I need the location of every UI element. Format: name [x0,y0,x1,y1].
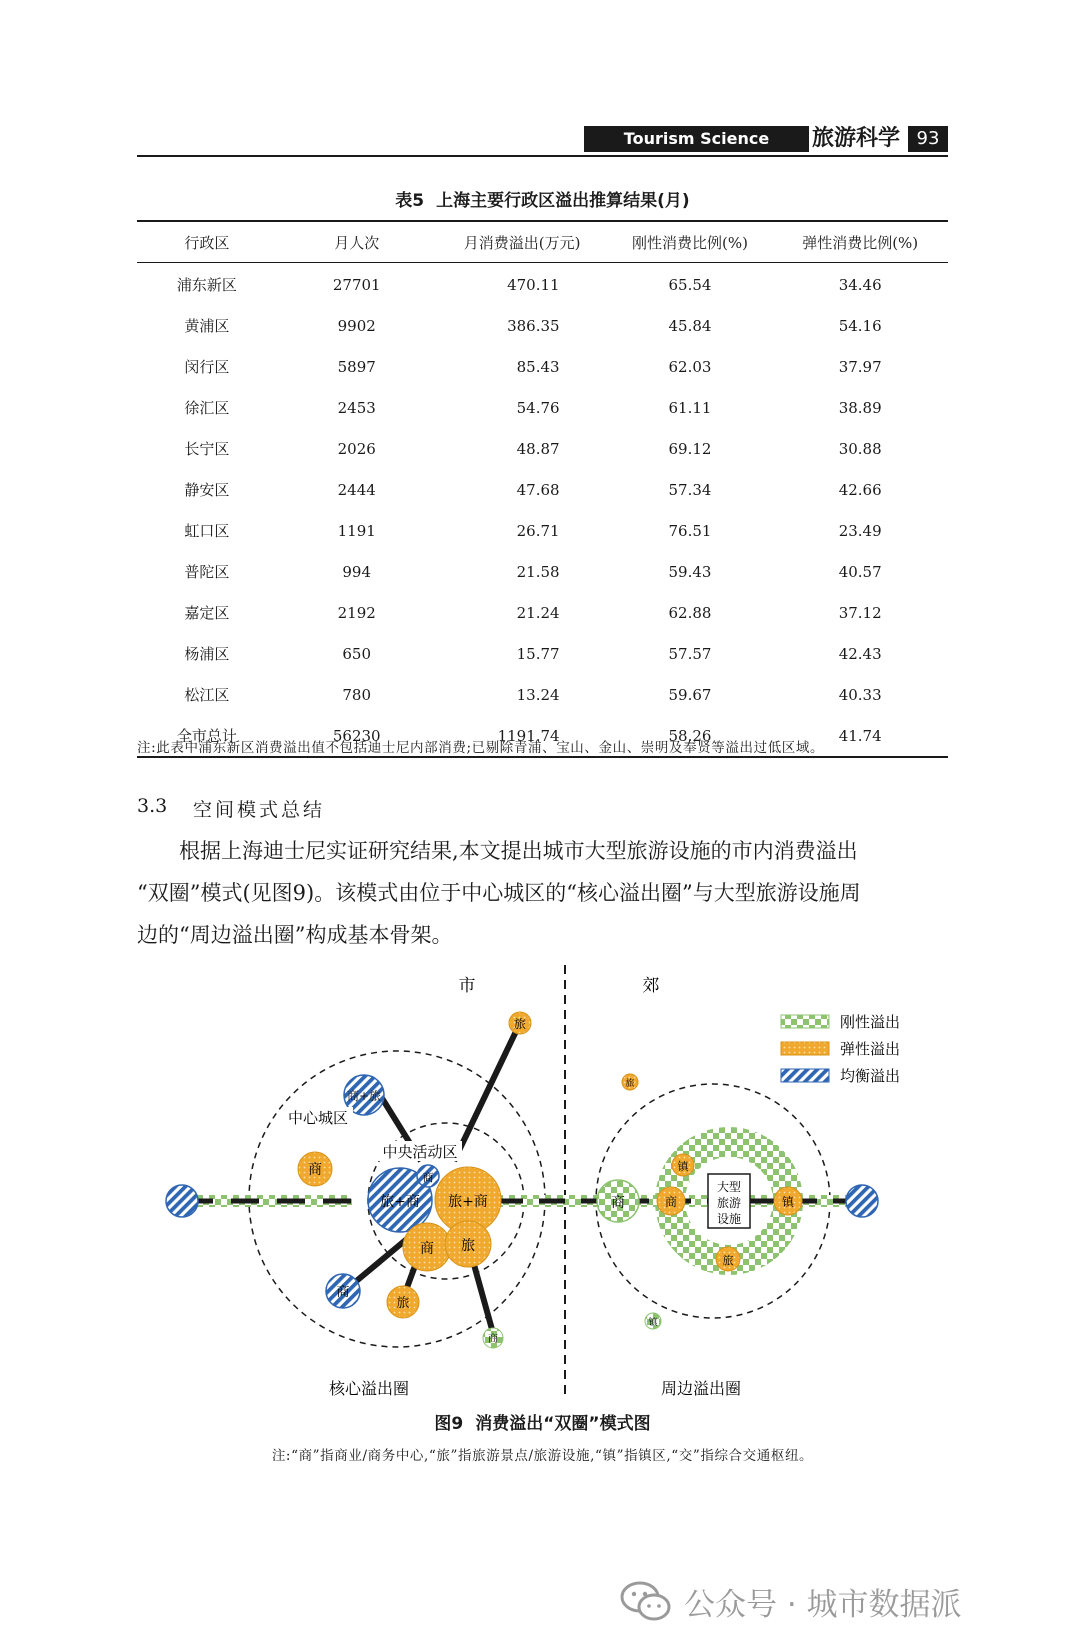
value-cell: 23.49 [838,521,882,540]
value-cell: 2192 [337,603,376,622]
value-cell: 34.46 [838,275,882,294]
label-suburb: 郊 [642,976,660,996]
table-row [137,428,948,469]
watermark-text: 公众号 · 城市数据派 [684,1586,962,1623]
paragraph-line: 边的“周边溢出圈”构成基本骨架。 [137,923,453,947]
table-row [137,305,948,346]
value-cell: 48.87 [516,439,560,458]
link-southeast [473,1261,493,1333]
label-central-city: 中心城区 [287,1109,349,1127]
section-title: 空间模式总结 [193,799,326,821]
table-header-row [137,221,948,263]
node-label: 商 [664,1195,678,1209]
district-cell: 普陀区 [184,563,230,581]
facility-label: 旅游 [716,1196,742,1210]
value-cell: 21.24 [516,603,560,622]
value-cell: 386.35 [507,316,560,335]
label-peripheral-ring: 周边溢出圈 [660,1379,742,1398]
district-cell: 嘉定区 [184,604,230,622]
value-cell: 27701 [332,275,381,294]
node-label: 旅 [513,1017,527,1031]
value-cell: 57.34 [668,480,712,499]
node-label: 商 [488,1334,498,1345]
paragraph-line: 根据上海迪士尼实证研究结果,本文提出城市大型旅游设施的市内消费溢出 [179,839,858,863]
district-cell: 全市总计 [176,727,237,745]
value-cell: 54.16 [838,316,882,335]
page-number: 93 [916,128,940,149]
table-row [137,469,948,510]
value-cell: 76.51 [668,521,712,540]
figure-note: 注:“商”指商业/商务中心,“旅”指旅游景点/旅游设施,“镇”指镇区,“交”指综合交通枢纽。 [271,1448,814,1464]
district-cell: 虹口区 [184,522,230,540]
value-cell: 59.67 [668,685,712,704]
label-cbd: 中央活动区 [382,1143,458,1161]
col-header: 月消费溢出(万元) [463,233,581,252]
table-row [137,263,948,306]
legend-swatch-balanced [781,1069,829,1082]
node-label: 旅 [722,1254,734,1267]
table-row [137,510,948,551]
node-label: 商 [422,1171,434,1184]
value-cell: 42.43 [838,644,882,663]
value-cell: 58.26 [668,726,712,745]
value-cell: 38.89 [838,398,882,417]
table-body [137,263,948,758]
table-row [137,674,948,715]
node-label: 旅 [461,1238,475,1254]
node-label: 旅+商 [448,1194,488,1210]
value-cell: 2026 [337,439,376,458]
node-label: 旅 [625,1079,635,1089]
legend [781,1013,900,1085]
col-header: 刚性消费比例(%) [632,233,748,252]
journal-name-cn: 旅游科学 [812,125,901,151]
node-label: 镇 [781,1195,795,1209]
value-cell: 42.66 [838,480,882,499]
col-header: 弹性消费比例(%) [802,233,919,252]
value-cell: 85.43 [516,357,560,376]
value-cell: 41.74 [838,726,882,745]
node-label: 商 [308,1162,322,1178]
value-cell: 13.24 [516,685,560,704]
district-cell: 长宁区 [184,440,230,458]
double-ring-diagram [137,965,948,1415]
legend-label: 均衡溢出 [840,1067,901,1085]
figure-title: 消费溢出“双圈”模式图 [475,1414,651,1434]
value-cell: 470.11 [507,275,560,294]
value-cell: 59.43 [668,562,712,581]
value-cell: 37.97 [838,357,882,376]
value-cell: 9902 [337,316,376,335]
value-cell: 61.11 [668,398,712,417]
table-row [137,551,948,592]
value-cell: 21.58 [516,562,560,581]
value-cell: 62.03 [668,357,712,376]
label-core-ring: 核心溢出圈 [328,1379,410,1398]
legend-swatch-elastic [781,1042,829,1055]
wechat-icon [620,1579,672,1623]
value-cell: 65.54 [668,275,712,294]
value-cell: 780 [342,685,372,704]
figure-number: 图9 [434,1414,464,1434]
district-cell: 静安区 [184,481,230,499]
value-cell: 69.12 [668,439,712,458]
journal-name-en: Tourism Science [623,129,770,148]
value-cell: 5897 [337,357,376,376]
district-cell: 黄浦区 [184,317,230,335]
node-label: 旅+商 [380,1194,420,1210]
node-label: 商 [611,1195,625,1211]
value-cell: 994 [342,562,372,581]
value-cell: 47.68 [516,480,560,499]
district-cell: 徐汇区 [184,399,230,417]
label-city: 市 [458,976,476,996]
node-label: 镇 [677,1160,689,1173]
district-cell: 闵行区 [184,358,230,376]
table-row [137,633,948,674]
node-label: 商+旅 [346,1089,382,1103]
watermark [620,1576,962,1626]
value-cell: 2453 [337,398,376,417]
col-header: 月人次 [334,233,380,252]
legend-swatch-rigid [781,1015,829,1028]
value-cell: 1191 [337,521,376,540]
table-row [137,346,948,387]
node-jiao-west [166,1185,198,1217]
value-cell: 26.71 [516,521,560,540]
node-label: 商 [336,1285,350,1300]
legend-label: 刚性溢出 [840,1013,901,1031]
value-cell: 37.12 [838,603,882,622]
table-number: 表5 [395,191,425,211]
facility-label: 设施 [716,1212,742,1226]
table-title-text: 上海主要行政区溢出推算结果(月) [436,191,690,211]
col-header: 行政区 [184,233,230,252]
value-cell: 40.57 [838,562,882,581]
value-cell: 2444 [337,480,376,499]
value-cell: 56230 [332,726,381,745]
paragraph-line: “双圈”模式(见图9)。该模式由位于中心城区的“核心溢出圈”与大型旅游设施周 [137,881,861,905]
value-cell: 45.84 [668,316,712,335]
facility-label: 大型 [716,1180,742,1194]
table-note: 注:此表中浦东新区消费溢出值不包括迪士尼内部消费;已剔除青浦、宝山、金山、崇明及奉贤等溢出过低区域。 [137,740,825,756]
spillover-table [137,220,948,758]
value-cell: 54.76 [516,398,560,417]
node-label: 商 [420,1241,434,1257]
value-cell: 40.33 [838,685,882,704]
value-cell: 650 [342,644,372,663]
link-north [454,1023,520,1161]
value-cell: 57.57 [668,644,712,663]
district-cell: 杨浦区 [184,645,230,663]
table-title [137,186,948,211]
value-cell: 1191.74 [497,726,560,745]
value-cell: 30.88 [838,439,882,458]
district-cell: 松江区 [184,686,230,704]
node-label: 镇 [648,1318,658,1328]
section-number: 3.3 [137,795,168,817]
node-label: 旅 [396,1296,410,1311]
header-rule [137,155,948,157]
legend-label: 弹性溢出 [840,1040,901,1058]
value-cell: 62.88 [668,603,712,622]
node-jiao-east [846,1185,878,1217]
figure-caption [137,1409,948,1434]
district-cell: 浦东新区 [176,276,237,294]
value-cell: 15.77 [516,644,560,663]
table-row [137,592,948,633]
table-row [137,387,948,428]
